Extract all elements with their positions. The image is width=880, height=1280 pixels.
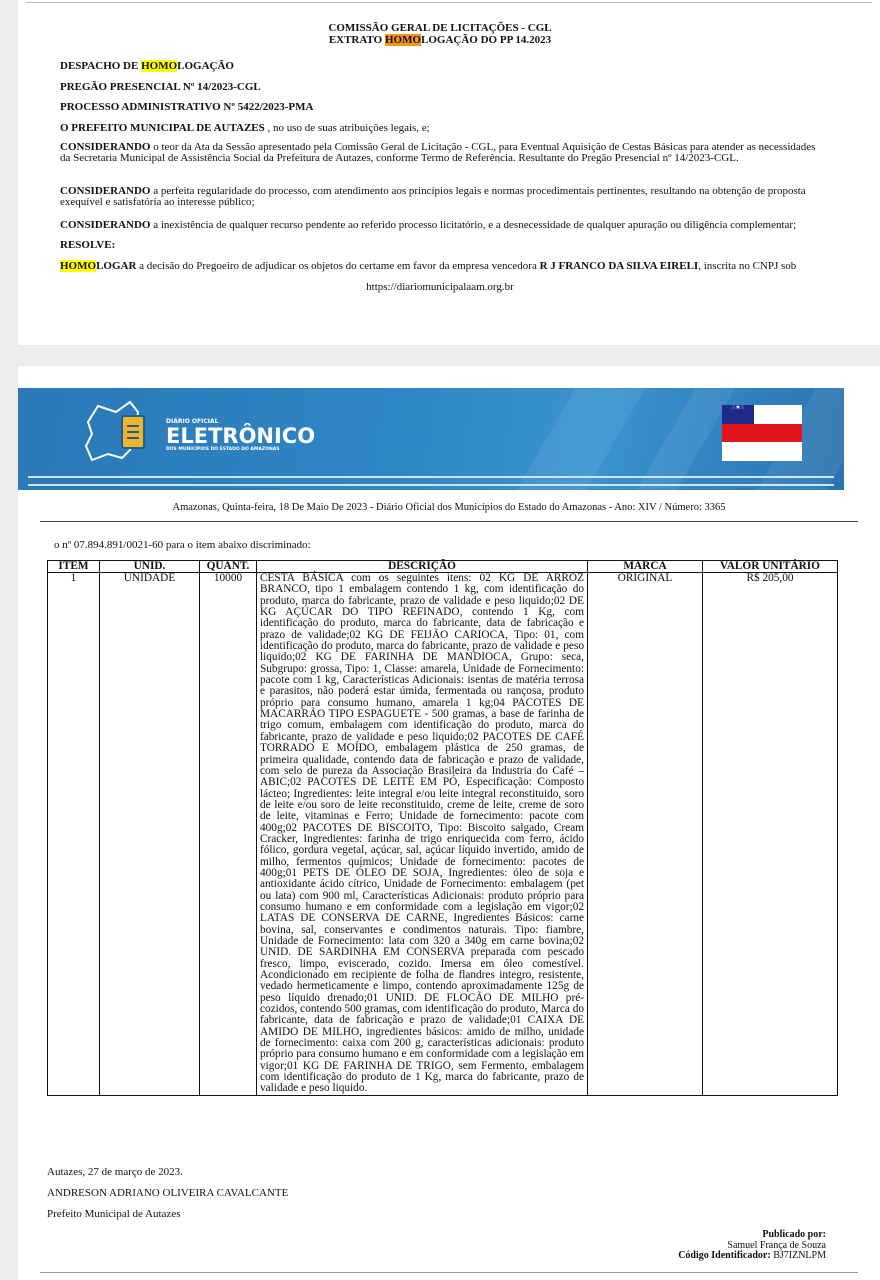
cell-quant: 10000	[200, 573, 257, 1096]
considerando-2	[60, 186, 820, 208]
divider	[26, 2, 872, 3]
text: LOGAÇÃO	[177, 60, 234, 72]
text: EXTRATO	[328, 34, 385, 46]
issue-header: Amazonas, Quinta-feira, 18 De Maio De 2023 - Diário Oficial dos Municípios do Estado do Amazonas - Ano: XIV / Número: 3365	[172, 502, 726, 513]
considerando-1	[60, 142, 820, 164]
highlight: HOMO	[141, 60, 178, 72]
published-by: Samuel França de Souza	[727, 1239, 826, 1251]
intro-text: o nº 07.894.891/0021-60 para o item abaixo discriminado:	[54, 539, 311, 551]
resolve-heading: RESOLVE:	[60, 239, 116, 251]
text: CONSIDERANDO	[60, 185, 151, 197]
cell-unid: UNIDADE	[100, 573, 200, 1096]
text: LOGAR	[96, 260, 137, 272]
text: o teor da Ata da Sessão apresentado pela Comissão Geral de Licitação - CGL, para Eventual Aquisição de Cestas Básicas para atender as necessidades da Secretaria Municipal de Assistência Social da Prefeitura de Autazes, conforme Termo de Referência. Resultante do Pregão Presencial nº 14/2023-CGL.	[60, 141, 816, 164]
col-descricao: DESCRIÇÃO	[257, 561, 588, 573]
items-table	[47, 560, 838, 1096]
code-label: Código Identificador:	[678, 1250, 771, 1261]
cell-valor: R$ 205,00	[703, 573, 838, 1096]
despacho-heading	[60, 60, 234, 72]
highlight: HOMO	[60, 260, 97, 272]
homologar-paragraph	[60, 260, 860, 272]
amazonas-flag: ∴★∴	[722, 405, 802, 461]
signer-role: Prefeito Municipal de Autazes	[47, 1208, 181, 1220]
col-unid: UNID.	[100, 561, 200, 573]
text: LOGAÇÃO DO PP 14.2023	[421, 34, 552, 46]
footer-url: https://diariomunicipalaam.org.br	[366, 281, 514, 293]
page-1	[18, 0, 880, 345]
logo-sub-text: DOS MUNICÍPIOS DO ESTADO DO AMAZONAS	[166, 447, 280, 452]
highlight: HOMO	[384, 34, 422, 46]
cell-marca: ORIGINAL	[588, 573, 703, 1096]
text: CONSIDERANDO	[60, 141, 151, 153]
text: , inscrita no CNPJ sob	[698, 260, 797, 272]
cell-descricao: CESTA BÁSICA com os seguintes itens: 02 KG DE ARROZ BRANCO, tipo 1 embalagem contendo 1 kg, com identificação do produto, marca do fabricante, prazo de validade e peso liquido;02 DE KG AÇÚCAR DO TIPO REFINADO, contendo 1 Kg, com identificação do produto, marca do fabricante, data de fabricação e prazo de validade;02 KG DE FEIJÃO CARIOCA, Tipo: 01, com identificação do produto, marca do fabricante, prazo de validade e peso liquido;02 KG DE FARINHA DE MANDIOCA, Grupo: seca, Subgrupo: grossa, Tipo: 1, Classe: amarela, Unidade de Fornecimento: pacote com 1 kg, Características Adicionais: isentas de matéria terrosa e parasitos, não poderá estar úmida, fermentada ou rançosa, produto próprio para consumo humano, amarela 1 kg;04 PACOTES DE MACARRÃO TIPO ESPAGUETE - 500 gramas, a base de farinha de trigo comum, embalagem com identificação do produto, marca do fabricante, prazo de validade e peso liquido;02 PACOTES DE CAFÉ TORRADO E MOÍDO, embalagem plástica de 250 gramas, de primeira qualidade, contendo data de fabricação e prazo de validade, com selo de pureza da Associação Brasileira da Industria do Café – ABIC;02 PACOTES DE LEITE EM PÓ, Especificação: Composto lácteo; Ingredientes: leite integral e/ou leite integral reconstituido, soro de leite e/ou soro de leite reconstituido, creme de leite, creme de soro de leite, vitaminas e Ferro; Unidade de fornecimento: pacote com 400g;02 PACOTES DE BISCOITO, Tipo: Biscoito salgado, Cream Cracker, Ingredientes: farinha de trigo enriquecida com ferro, ácido fólico, gordura vegetal, açúcar, sal, açúcar líquido invertido, amido de milho, fermentos químicos; Unidade de fornecimento: pacotes de 400g;01 PETS DE ÓLEO DE SOJA, Ingredientes: óleo de soja e antioxidante ácido cítrico, Unidade de Fornecimento: embalagem (pet ou lata) com 900 ml, Características Adicionais: produto próprio para consumo humano e em conformidade com a legislação em vigor;02 LATAS DE CONSERVA DE CARNE, Ingredientes Básicos: carne bovina, sal, conservantes e condimentos naturais. Tipo: fiambre, Unidade de Fornecimento: lata com 320 a 340g em carne bovina;02 UNID. DE SARDINHA EM CONSERVA preparada com pescado fresco, limpo, eviscerado, cozido. Imersa em óleo comestível. Acondicionado em recipiente de folha de flandres integro, resistente, vedado hermeticamente e limpo, contendo aproximadamente 125g de peso líquido drenado;01 UNID. DE FLOCÃO DE MILHO pré-cozidos, contendo 500 gramas, com identificação do produto, Marca do fabricante, data de fabricação e prazo de validade;01 CAIXA DE AMIDO DE MILHO, ingredientes básicos: amido de milho, unidade de fornecimento: caixa com 200 g, características adicionais: produto próprio para consumo humano e em conformidade com a legislação em vigor;01 KG DE FARINHA DE TRIGO, sem Fermento, embalagem com identificação do produto de 1 Kg, marca do fabricante, prazo de validade e peso liquido.	[257, 573, 588, 1096]
publication-info	[678, 1230, 826, 1262]
logo-small-text: DIÁRIO OFICIAL	[166, 418, 219, 425]
processo-heading: PROCESSO ADMINISTRATIVO Nº 5422/2023-PMA	[60, 101, 314, 113]
divider	[40, 521, 858, 522]
page-2	[18, 366, 880, 1280]
table-row	[48, 573, 838, 1096]
text: a inexistência de qualquer recurso pendente ao referido processo licitatório, e a desnecessidade de qualquer apuração ou diligência complementar;	[150, 219, 797, 231]
doc-title	[0, 22, 880, 46]
cell-item: 1	[48, 573, 100, 1096]
divider	[40, 1272, 858, 1273]
col-valor: VALOR UNITÁRIO	[703, 561, 838, 573]
date-line: Autazes, 27 de março de 2023.	[47, 1166, 183, 1178]
col-quant: QUANT.	[200, 561, 257, 573]
text: , no uso de suas atribuições legais, e;	[264, 122, 430, 134]
text: O PREFEITO MUNICIPAL DE AUTAZES	[60, 122, 265, 134]
pregao-heading: PREGÃO PRESENCIAL Nº 14/2023-CGL	[60, 81, 261, 93]
banner-logo	[166, 418, 315, 452]
code-value: BJ7IZNLPM	[773, 1250, 826, 1261]
text: DESPACHO DE	[60, 60, 142, 72]
prefeito-paragraph	[60, 122, 430, 134]
logo-big-text: ELETRÔNICO	[166, 424, 316, 448]
diario-oficial-banner	[18, 388, 844, 490]
amazonas-map-icon	[78, 398, 168, 468]
text: a perfeita regularidade do processo, com atendimento aos princípios legais e normas procedimentais pertinentes, resultando na obtenção de proposta exequível e satisfatória ao interesse público;	[60, 185, 806, 208]
published-by-label: Publicado por:	[762, 1229, 826, 1240]
text: CONSIDERANDO	[60, 219, 151, 231]
title-line-1: COMISSÃO GERAL DE LICITAÇÕES - CGL	[328, 22, 552, 34]
title-line-2	[0, 34, 880, 46]
col-marca: MARCA	[588, 561, 703, 573]
considerando-3	[60, 219, 860, 231]
text: a decisão do Pregoeiro de adjudicar os objetos do certame em favor da empresa vencedora	[136, 260, 540, 272]
company-name: R J FRANCO DA SILVA EIRELI	[539, 260, 699, 272]
signer-name: ANDRESON ADRIANO OLIVEIRA CAVALCANTE	[47, 1187, 289, 1199]
col-item: ITEM	[48, 561, 100, 573]
